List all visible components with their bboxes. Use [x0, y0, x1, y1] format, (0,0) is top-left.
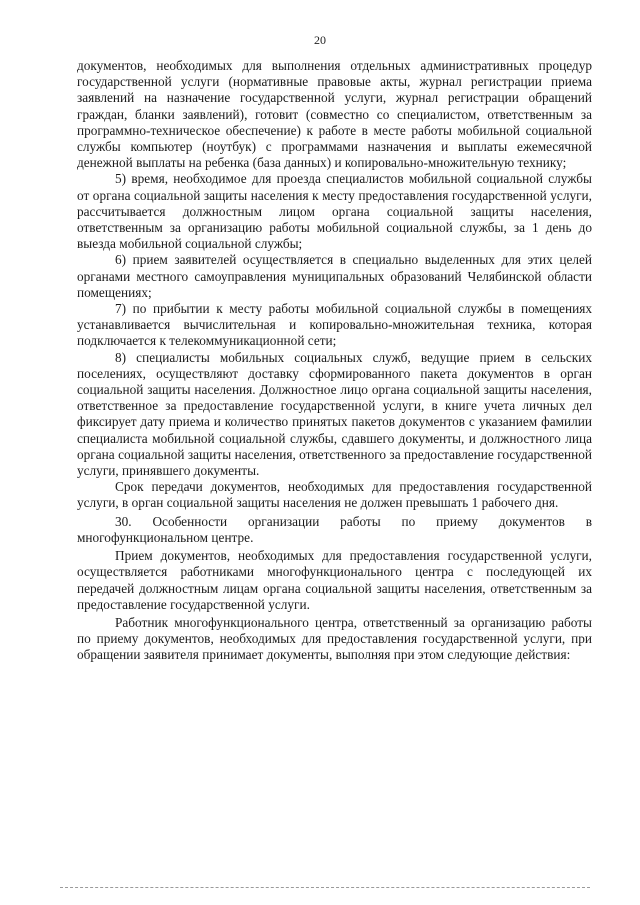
page-number: 20 [314, 33, 326, 47]
paragraph-item-7: 7) по прибытии к месту работы мобильной социальной службы в помещениях устанавливается вычислительная и копировально-множительная техника, которая подключается к телекоммуникационной сети; [77, 301, 592, 349]
paragraph-mfc-reception: Прием документов, необходимых для предоставления государственной услуги, осуществляется работниками многофункционального центра с последующей их передачей должностным лицам органа социальной защиты населения, ответственным за предоставление государственной услуги. [77, 548, 592, 612]
paragraph-transfer-deadline: Срок передачи документов, необходимых для предоставления государственной услуги, в орган социальной защиты населения не должен превышать 1 рабочего дня. [77, 479, 592, 511]
paragraph-item-6: 6) прием заявителей осуществляется в специально выделенных для этих целей органами местного самоуправления муниципальных образований Челябинской области помещениях; [77, 252, 592, 300]
paragraph-item-8: 8) специалисты мобильных социальных служб, ведущие прием в сельских поселениях, осуществляют доставку сформированного пакета документов в орган социальной защиты населения. Должностное лицо органа социальной защиты населения, ответственное за предоставление государственной услуги, в книге учета личных дел фиксирует дату приема и количество принятых пакетов документов с указанием фамилии специалиста мобильной социальной службы, сдавшего документы, и должностного лица органа социальной защиты населения, ответственного за предоставление государственной услуги, принявшего документы. [77, 349, 592, 479]
paragraph-item-5: 5) время, необходимое для проезда специалистов мобильной социальной службы от органа социальной защиты населения к месту предоставления государственной услуги, рассчитывается должностным лицом органа социальной защиты населения, ответственным за организацию работы мобильной социальной службы, за 1 день до выезда мобильной социальной службы; [77, 171, 592, 252]
section-30-heading: 30. Особенности организации работы по приему документов в многофункциональном центре. [77, 513, 592, 545]
paragraph-mfc-worker: Работник многофункционального центра, ответственный за организацию работы по приему документов, необходимых для предоставления государственной услуги, при обращении заявителя принимает документы, выполняя при этом следующие действия: [77, 614, 592, 663]
body-text [77, 58, 592, 664]
paragraph-continuation: документов, необходимых для выполнения отдельных административных процедур государственной услуги (нормативные правовые акты, журнал регистрации приема заявлений на назначение государственной услуги, журнал регистрации обращений граждан, бланки заявлений), готовит (совместно со специалистом, ответственным за программно-техническое обеспечение) к работе в месте работы мобильной социальной службы компьютер (ноутбук) с программами назначения и выплаты ежемесячной денежной выплаты на ребенка (база данных) и копировально-множительную технику; [77, 58, 592, 171]
bottom-divider [60, 887, 590, 888]
